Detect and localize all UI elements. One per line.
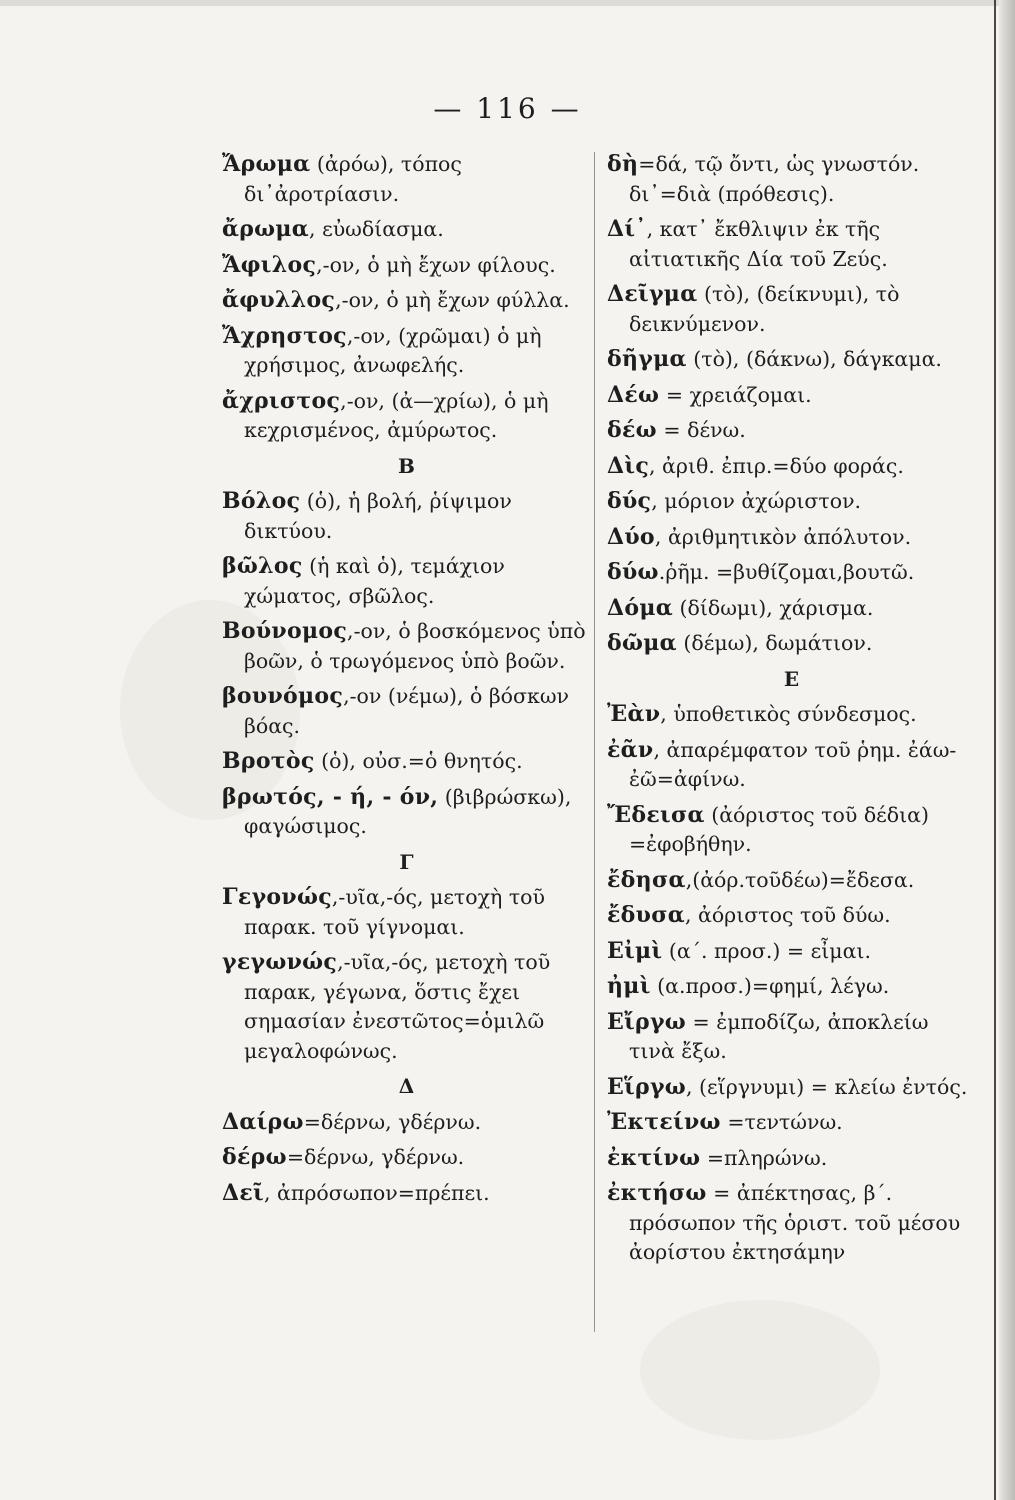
- entry-definition: = δένω.: [656, 418, 746, 442]
- entry-headword: βῶλος: [222, 553, 303, 579]
- dictionary-entry: [222, 682, 592, 741]
- entry-definition: (τὸ), (δάκνω), δάγκαμα.: [686, 347, 942, 371]
- entry-definition: = ἀπέκτησας, β΄. πρόσωπον τῆς ὁριστ. τοῦ μέσου ἀορίστου ἐκτησάμην: [629, 1181, 961, 1264]
- dictionary-entry: [607, 1144, 977, 1174]
- dictionary-entry: [222, 783, 592, 842]
- entry-headword: ἔδησα: [607, 866, 686, 893]
- page-binding-edge: [999, 0, 1015, 1500]
- dictionary-entry: [607, 1179, 977, 1268]
- dictionary-entry: [607, 736, 977, 795]
- entry-headword: ἐᾶν: [607, 736, 654, 763]
- entry-definition: , ἀόριστος τοῦ δύω.: [684, 903, 891, 927]
- entry-headword: ἔδυσα: [607, 902, 685, 928]
- entry-definition: , ἀπρόσωπον=πρέπει.: [264, 1180, 490, 1205]
- entry-headword: ἐκτήσω: [607, 1180, 707, 1206]
- entry-definition: =δά, τῷ ὄντι, ὡς γνωστόν. δι᾽=διὰ (πρόθεσις).: [629, 152, 920, 206]
- dictionary-entry: [222, 552, 592, 611]
- entry-headword: Δύο: [607, 523, 655, 550]
- page-edge-line: [994, 0, 996, 1500]
- section-letter: Ε: [783, 666, 801, 691]
- entry-headword: Ἐὰν: [607, 701, 661, 727]
- paper-stain: [640, 1300, 880, 1440]
- entry-definition: , (εἵργνυμι) = κλείω ἐντός.: [686, 1074, 968, 1099]
- page-number: — 116 —: [433, 92, 582, 125]
- entry-definition: (ὁ), ἡ βολή, ῥίψιμον δικτύου.: [244, 489, 512, 543]
- entry-headword: δῶμα: [607, 630, 677, 656]
- entry-headword: Ἐκτείνω: [607, 1109, 721, 1135]
- entry-headword: Εἰμὶ: [607, 937, 663, 964]
- dictionary-entry: [222, 387, 592, 446]
- dictionary-entry: [222, 617, 592, 676]
- entry-definition: , ἀριθ. ἐπιρ.=δύο φοράς.: [649, 453, 904, 478]
- dictionary-entry: [222, 251, 592, 281]
- entry-headword: Δί᾽: [607, 216, 647, 242]
- left-column: [222, 150, 592, 1214]
- entry-definition: ,-ον, ὁ μὴ ἔχων φίλους.: [316, 252, 556, 277]
- entry-headword: βουνόμος: [222, 683, 344, 709]
- entry-definition: (ἀόριστος τοῦ δέδια) =ἐφοβήθην.: [629, 802, 930, 856]
- dictionary-entry: [607, 1008, 977, 1067]
- entry-headword: γεγωνώς: [222, 949, 338, 975]
- dictionary-entry: [607, 866, 977, 896]
- entry-headword: ἄρωμα: [222, 216, 310, 242]
- entry-definition: =δέρνω, γδέρνω.: [303, 1109, 482, 1134]
- entry-headword: δύω: [607, 559, 659, 585]
- entry-definition: (ἀρόω), τόπος δι᾽ἀροτρίασιν.: [244, 152, 462, 206]
- entry-headword: Δεῖγμα: [607, 281, 698, 307]
- dictionary-entry: [222, 1179, 592, 1209]
- dictionary-entry: [222, 1108, 592, 1138]
- dictionary-entry: [607, 972, 977, 1002]
- dictionary-entry: [222, 215, 592, 245]
- dictionary-entry: [607, 901, 977, 931]
- entry-headword: ἄφυλλος: [222, 287, 336, 313]
- entry-definition: ,-ον, (ἀ—χρίω), ὁ μὴ κεχρισμένος, ἀμύρωτος.: [244, 388, 549, 442]
- entry-headword: βρωτός, - ή, - όν,: [222, 783, 439, 810]
- dictionary-entry: [607, 1108, 977, 1138]
- entry-definition: ,-ον, ὁ βοσκόμενος ὑπὸ βοῶν, ὁ τρωγόμενος ὑπὸ βοῶν.: [244, 619, 586, 673]
- column-divider: [594, 152, 595, 1332]
- entry-definition: (τὸ), (δείκνυμι), τὸ δεικνύμενον.: [629, 282, 900, 336]
- dictionary-entry: [222, 487, 592, 546]
- page-top-edge: [0, 0, 1015, 6]
- dictionary-entry: [607, 1073, 977, 1103]
- dictionary-entry: [607, 381, 977, 411]
- entry-definition: ,-ον (νέμω), ὁ βόσκων βόας.: [244, 684, 570, 738]
- entry-definition: , εὐωδίασμα.: [309, 217, 444, 241]
- dictionary-entry: [607, 558, 977, 588]
- dictionary-entry: [607, 700, 977, 730]
- entry-headword: Ἄφιλος: [222, 251, 317, 278]
- entry-headword: Βόλος: [222, 488, 301, 514]
- dictionary-entry: [222, 883, 592, 942]
- entry-definition: , ἀριθμητικὸν ἀπόλυτον.: [654, 524, 912, 549]
- entry-definition: (δέμω), δωμάτιον.: [676, 631, 873, 655]
- dictionary-entry: [607, 629, 977, 659]
- entry-definition: , ἀπαρέμφατον τοῦ ῥημ. ἐάω-ἐῶ=ἀφίνω.: [629, 737, 957, 791]
- entry-definition: =πληρώνω.: [700, 1145, 828, 1170]
- entry-headword: Ἄχρηστος: [222, 322, 347, 349]
- entry-definition: ,-ον, ὁ μὴ ἔχων φύλλα.: [335, 288, 570, 312]
- entry-definition: , ὑποθετικὸς σύνδεσμος.: [660, 702, 917, 726]
- dictionary-entry: [607, 215, 977, 274]
- entry-headword: ἐκτίνω: [607, 1144, 701, 1171]
- dictionary-entry: [607, 452, 977, 482]
- entry-definition: ,(ἀόρ.τοῦδέω)=ἔδεσα.: [685, 867, 915, 892]
- dictionary-entry: [222, 747, 592, 777]
- section-letter: Γ: [399, 849, 415, 874]
- entry-definition: (δίδωμι), χάρισμα.: [672, 595, 874, 620]
- entry-headword: δέω: [607, 417, 657, 443]
- entry-definition: (α.προσ.)=φημί, λέγω.: [650, 974, 890, 998]
- dictionary-entry: [222, 286, 592, 316]
- entry-headword: Δεῖ: [222, 1179, 264, 1206]
- entry-definition: =δέρνω, γδέρνω.: [286, 1145, 465, 1169]
- entry-headword: Δαίρω: [222, 1108, 304, 1135]
- right-column: [607, 150, 977, 1274]
- entry-definition: = ἐμποδίζω, ἀποκλείω τινὰ ἔξω.: [629, 1009, 929, 1063]
- dictionary-entry: [607, 801, 977, 860]
- entry-definition: (α΄. προσ.) = εἶμαι.: [662, 938, 871, 963]
- dictionary-entry: [607, 487, 977, 517]
- section-letter: Β: [398, 453, 416, 478]
- entry-headword: ἄχριστος: [222, 387, 341, 414]
- entry-definition: , κατ᾽ ἔκθλιψιν ἐκ τῆς αἰτιατικῆς Δία τοῦ Ζεύς.: [629, 217, 888, 271]
- entry-headword: δύς: [607, 488, 652, 514]
- entry-definition: =τεντώνω.: [720, 1110, 843, 1134]
- dictionary-entry: [222, 1143, 592, 1173]
- dictionary-entry: [607, 150, 977, 209]
- entry-headword: Γεγονώς: [222, 884, 332, 910]
- entry-definition: (βιβρώσκω), φαγώσιμος.: [244, 784, 572, 838]
- entry-headword: Εἵργω: [607, 1073, 687, 1100]
- entry-headword: ἠμὶ: [607, 973, 651, 999]
- dictionary-entry: [607, 937, 977, 967]
- entry-definition: , μόριον ἀχώριστον.: [651, 489, 862, 513]
- entry-definition: (ἡ καὶ ὁ), τεμάχιον χώματος, σβῶλος.: [244, 554, 505, 608]
- dictionary-entry: [222, 322, 592, 381]
- dictionary-entry: [607, 594, 977, 624]
- entry-headword: Δὶς: [607, 452, 650, 479]
- entry-headword: Δέω: [607, 381, 660, 408]
- entry-headword: Ἔδεισα: [607, 801, 705, 828]
- entry-headword: Εἴργω: [607, 1008, 687, 1035]
- entry-headword: Δόμα: [607, 594, 673, 621]
- entry-definition: = χρειάζομαι.: [659, 382, 812, 407]
- entry-headword: Βροτὸς: [222, 748, 315, 774]
- entry-headword: δέρω: [222, 1144, 287, 1170]
- dictionary-entry: [607, 280, 977, 339]
- dictionary-entry: [222, 150, 592, 209]
- dictionary-entry: [607, 416, 977, 446]
- section-letter: Δ: [398, 1074, 416, 1098]
- entry-headword: Βούνομος: [222, 618, 348, 644]
- entry-definition: ,-ον, (χρῶμαι) ὁ μὴ χρήσιμος, ἀνωφελής.: [244, 323, 542, 377]
- dictionary-entry: [607, 345, 977, 375]
- entry-definition: (ὁ), οὐσ.=ὁ θνητός.: [314, 749, 523, 773]
- entry-headword: Ἄρωμα: [222, 151, 311, 177]
- dictionary-entry: [222, 948, 592, 1066]
- entry-definition: ,-υῖα,-ός, μετοχὴ τοῦ παρακ. τοῦ γίγνομαι.: [244, 885, 545, 939]
- entry-headword: δῆγμα: [607, 346, 687, 372]
- entry-definition: .ῥῆμ. =βυθίζομαι,βουτῶ.: [658, 560, 915, 584]
- entry-headword: δὴ: [607, 151, 639, 177]
- dictionary-entry: [607, 523, 977, 553]
- entry-definition: ,-υῖα,-ός, μετοχὴ τοῦ παρακ, γέγωνα, ὅστις ἔχει σημασίαν ἐνεστῶτος=ὁμιλῶ μεγαλοφώνως.: [244, 950, 551, 1063]
